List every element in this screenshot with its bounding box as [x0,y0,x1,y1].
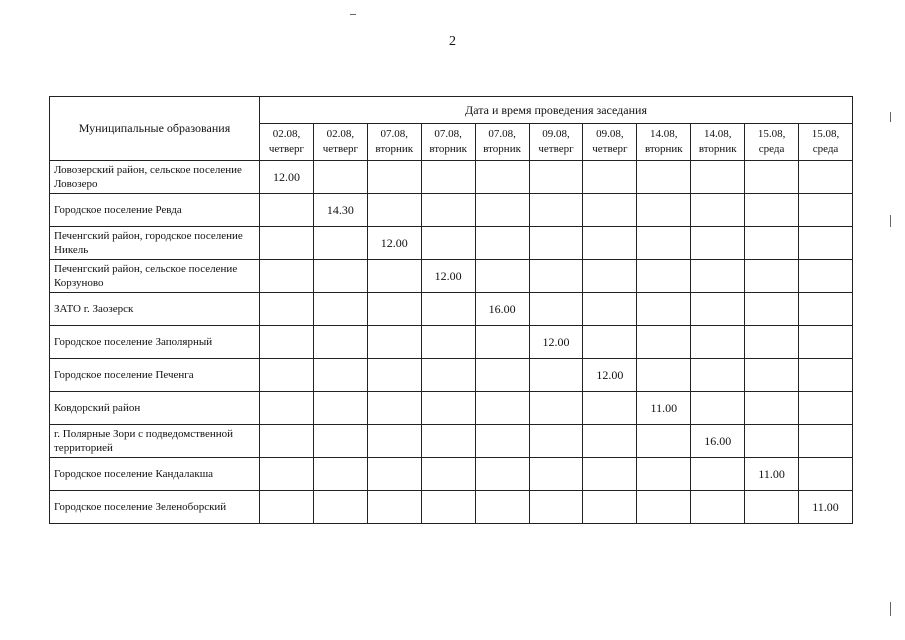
time-cell [260,392,314,425]
time-cell [475,227,529,260]
time-cell [583,260,637,293]
date-column-header [637,124,691,161]
time-cell [799,326,853,359]
date-label: 02.08, [326,128,355,140]
date-time-band-header: Дата и время проведения заседания [260,97,853,124]
time-cell [475,359,529,392]
table-row [50,326,853,359]
time-cell [475,458,529,491]
time-cell [691,392,745,425]
time-cell [260,260,314,293]
scan-speck [890,602,891,616]
table-row [50,392,853,425]
municipality-name: Городское поселение Кандалакша [50,458,260,491]
date-label: 09.08, [596,128,624,140]
time-cell [637,293,691,326]
table-row [50,161,853,194]
table-row [50,458,853,491]
date-column-header [799,124,853,161]
time-cell [583,161,637,194]
date-column-header [260,124,314,161]
time-cell [367,491,421,524]
table-row [50,260,853,293]
time-cell: 12.00 [260,161,314,194]
date-label: 15.08, [757,128,786,140]
time-cell [260,425,314,458]
weekday-label: среда [758,143,785,155]
municipality-name: Печенгский район, сельское поселение Корзуново [50,260,260,293]
time-cell [583,491,637,524]
time-cell [691,458,745,491]
time-cell [367,359,421,392]
time-cell [475,326,529,359]
time-cell [691,359,745,392]
time-cell [421,425,475,458]
time-cell [367,260,421,293]
weekday-label: вторник [483,143,521,155]
municipality-name: Печенгский район, городское поселение Никель [50,227,260,260]
time-cell [691,194,745,227]
time-cell [583,194,637,227]
time-cell [313,359,367,392]
municipality-column-header: Муниципальные образования [50,97,260,161]
time-cell [637,326,691,359]
weekday-label: четверг [268,143,305,155]
time-cell [637,491,691,524]
time-cell [583,326,637,359]
time-cell [313,392,367,425]
date-label: 14.08, [703,128,732,140]
time-cell [799,425,853,458]
time-cell [745,293,799,326]
time-cell [583,227,637,260]
time-cell [421,227,475,260]
weekday-label: среда [812,143,839,155]
time-cell [313,491,367,524]
time-cell [475,161,529,194]
time-cell [313,293,367,326]
time-cell [421,458,475,491]
time-cell [583,425,637,458]
time-cell: 12.00 [583,359,637,392]
time-cell: 12.00 [421,260,475,293]
time-cell [260,194,314,227]
scan-speck [350,14,356,15]
table-row [50,293,853,326]
time-cell [421,491,475,524]
date-label: 15.08, [811,128,840,140]
table-row [50,227,853,260]
weekday-label: четверг [538,143,574,155]
time-cell: 16.00 [475,293,529,326]
time-cell [637,458,691,491]
time-cell [260,458,314,491]
time-cell [799,260,853,293]
time-cell [529,293,583,326]
time-cell [421,392,475,425]
time-cell [637,161,691,194]
date-column-header [475,124,529,161]
time-cell [529,425,583,458]
time-cell [260,293,314,326]
time-cell [583,392,637,425]
time-cell: 16.00 [691,425,745,458]
time-cell [745,194,799,227]
time-cell [799,227,853,260]
date-label: 07.08, [488,128,516,140]
scan-speck [890,215,891,227]
time-cell [745,326,799,359]
time-cell [637,260,691,293]
schedule-table [49,96,853,524]
time-cell: 11.00 [637,392,691,425]
time-cell [313,326,367,359]
time-cell [367,161,421,194]
page-number: 2 [449,34,456,49]
time-cell [529,260,583,293]
table-row [50,194,853,227]
time-cell [260,326,314,359]
municipality-name: Городское поселение Зеленоборский [50,491,260,524]
time-cell: 11.00 [799,491,853,524]
table-row [50,359,853,392]
time-cell [799,359,853,392]
time-cell [367,326,421,359]
time-cell [367,293,421,326]
time-cell [691,227,745,260]
date-column-header [421,124,475,161]
municipality-name: Городское поселение Заполярный [50,326,260,359]
time-cell [529,458,583,491]
time-cell [637,359,691,392]
time-cell [421,161,475,194]
time-cell [583,458,637,491]
date-label: 02.08, [272,128,301,140]
time-cell [313,161,367,194]
time-cell [583,293,637,326]
time-cell: 12.00 [367,227,421,260]
time-cell [313,425,367,458]
time-cell [421,326,475,359]
time-cell [745,260,799,293]
time-cell: 11.00 [745,458,799,491]
time-cell [745,392,799,425]
time-cell [367,425,421,458]
weekday-label: вторник [429,143,468,155]
time-cell [313,227,367,260]
municipality-name: г. Полярные Зори с подведомственной территорией [50,425,260,458]
date-column-header [529,124,583,161]
municipality-name: Ловозерский район, сельское поселение Ловозеро [50,161,260,194]
weekday-label: вторник [698,143,737,155]
municipality-name: Городское поселение Ревда [50,194,260,227]
time-cell [529,491,583,524]
table-row [50,491,853,524]
time-cell [260,227,314,260]
time-cell [475,491,529,524]
time-cell [529,359,583,392]
time-cell [421,293,475,326]
time-cell [691,293,745,326]
time-cell [421,194,475,227]
municipality-name: Ковдорский район [50,392,260,425]
time-cell [745,161,799,194]
time-cell [260,359,314,392]
date-column-header [367,124,421,161]
time-cell [529,392,583,425]
time-cell [367,392,421,425]
date-label: 07.08, [380,128,409,140]
time-cell [691,326,745,359]
time-cell [529,194,583,227]
weekday-label: вторник [644,143,683,155]
time-cell [745,227,799,260]
weekday-label: вторник [375,143,414,155]
time-cell [421,359,475,392]
time-cell [745,491,799,524]
time-cell [367,194,421,227]
time-cell [637,194,691,227]
time-cell [475,425,529,458]
time-cell [691,491,745,524]
time-cell [745,425,799,458]
time-cell [745,359,799,392]
time-cell [475,260,529,293]
time-cell [691,161,745,194]
date-column-header [313,124,367,161]
time-cell [637,425,691,458]
date-column-header [583,124,637,161]
header-row [50,97,853,124]
time-cell: 14.30 [313,194,367,227]
weekday-label: четверг [322,143,358,155]
time-cell [313,458,367,491]
time-cell [529,227,583,260]
time-cell [799,161,853,194]
time-cell [799,194,853,227]
municipality-name: Городское поселение Печенга [50,359,260,392]
time-cell [637,227,691,260]
date-label: 09.08, [542,128,570,140]
time-cell [367,458,421,491]
weekday-label: четверг [592,143,628,155]
time-cell [799,392,853,425]
time-cell [475,392,529,425]
time-cell [691,260,745,293]
municipality-name: ЗАТО г. Заозерск [50,293,260,326]
time-cell [799,458,853,491]
date-column-header [691,124,745,161]
date-label: 14.08, [650,128,678,140]
time-cell [475,194,529,227]
time-cell [529,161,583,194]
date-column-header [745,124,799,161]
time-cell [799,293,853,326]
scan-speck [890,112,891,122]
date-label: 07.08, [434,128,462,140]
time-cell [260,491,314,524]
time-cell: 12.00 [529,326,583,359]
time-cell [313,260,367,293]
table-row [50,425,853,458]
